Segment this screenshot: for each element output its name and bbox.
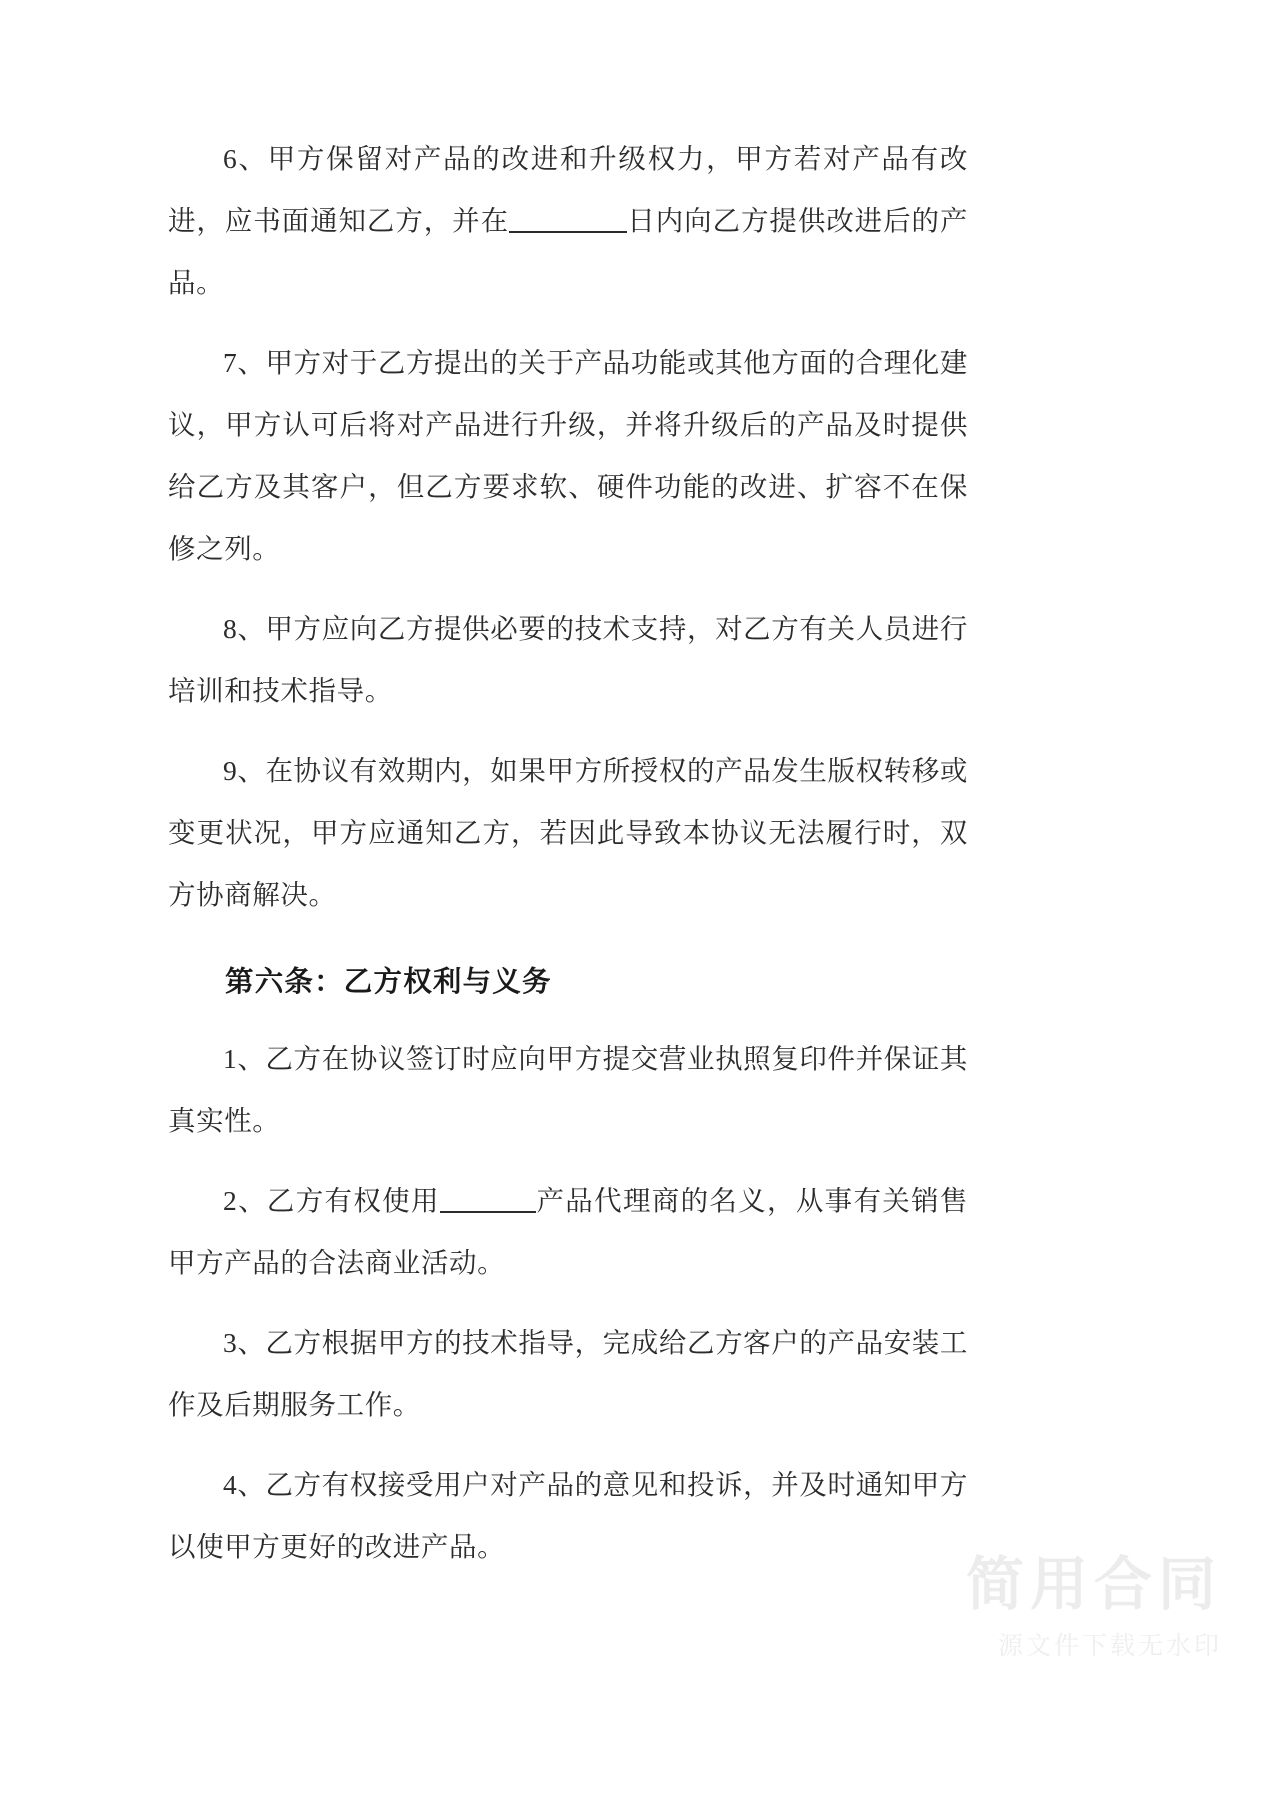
document-body — [168, 128, 968, 1596]
paragraph-sub-item-1: 1、乙方在协议签订时应向甲方提交营业执照复印件并保证其真实性。 — [168, 1043, 968, 1136]
paragraph-sub-item-2-text-after-blank: 产品代理商的名义，从事有关销售甲方产品的合法商业活动。 — [168, 1185, 968, 1278]
section-heading-article-six: 第六条：乙方权利与义务 — [225, 967, 552, 998]
fill-in-blank-agent-name[interactable] — [440, 1211, 536, 1213]
paragraph-sub-item-4: 4、乙方有权接受用户对产品的意见和投诉，并及时通知甲方以使甲方更好的改进产品。 — [168, 1469, 968, 1562]
paragraph-item-6-text-after-blank: 日内向乙方提供改进后的产品。 — [168, 205, 968, 298]
paragraph-item-6 — [168, 128, 968, 314]
paragraph-item-8: 8、甲方应向乙方提供必要的技术支持，对乙方有关人员进行培训和技术指导。 — [168, 613, 968, 706]
watermark-brand-text: 简用合同 — [965, 1552, 1222, 1618]
watermark-subtitle-text: 源文件下载无水印 — [997, 1632, 1222, 1660]
paragraph-sub-item-3: 3、乙方根据甲方的技术指导，完成给乙方客户的产品安装工作及后期服务工作。 — [168, 1327, 968, 1420]
paragraph-sub-item-2 — [168, 1170, 968, 1294]
paragraph-item-7: 7、甲方对于乙方提出的关于产品功能或其他方面的合理化建议，甲方认可后将对产品进行升级，并将升级后的产品及时提供给乙方及其客户，但乙方要求软、硬件功能的改进、扩容不在保修之列。 — [168, 347, 968, 564]
paragraph-item-9: 9、在协议有效期内，如果甲方所授权的产品发生版权转移或变更状况，甲方应通知乙方，若因此导致本协议无法履行时，双方协商解决。 — [168, 755, 968, 910]
paragraph-sub-item-2-text-before-blank: 2、乙方有权使用 — [223, 1185, 440, 1216]
fill-in-blank-days[interactable] — [509, 231, 627, 233]
paragraph-item-6-text-before-blank: 6、甲方保留对产品的改进和升级权力，甲方若对产品有改进，应书面通知乙方，并在 — [168, 143, 968, 236]
